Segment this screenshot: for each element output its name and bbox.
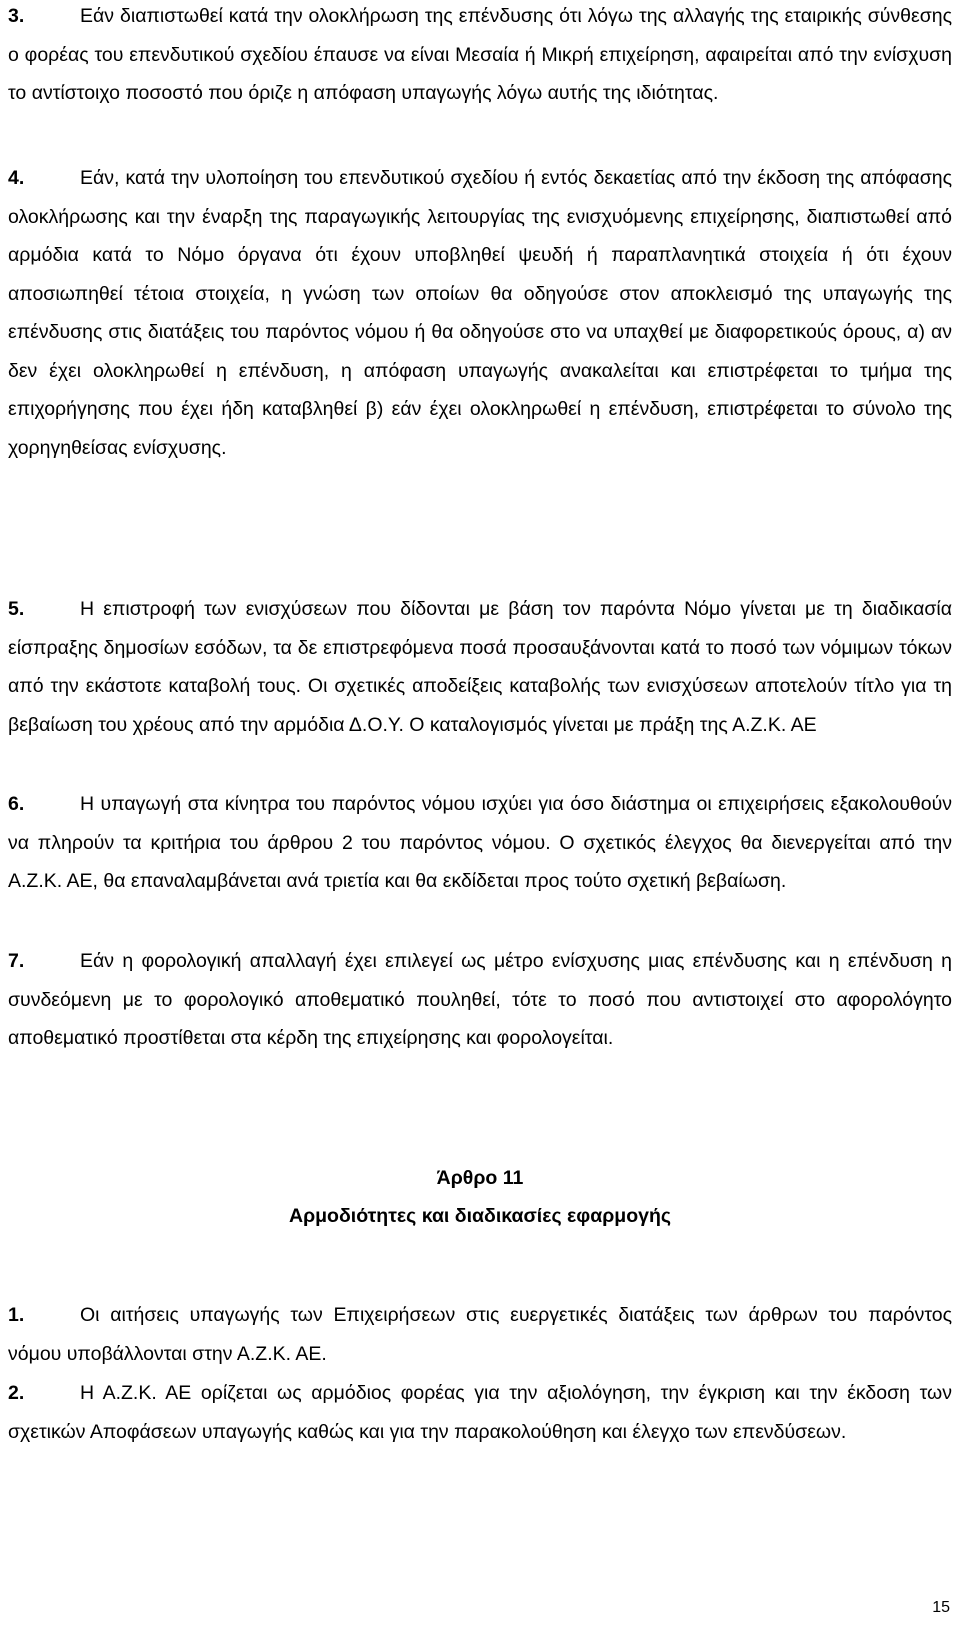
paragraph-text: Η υπαγωγή στα κίνητρα του παρόντος νόμου ισχύει για όσο διάστημα οι επιχειρήσεις εξακολουθούν να πληρούν τα κριτήρια του άρθρου 2 του παρόντος νόμου. Ο σχετικός έλεγχος θα διενεργείται από την Α.Ζ.Κ. ΑΕ, θα επαναλαμβάνεται ανά τριετία και θα εκδίδεται προς τούτο σχετική βεβαίωση. [8,793,952,892]
paragraph-6 [8,785,952,901]
paragraph-number: 2. [8,1382,25,1404]
paragraph-text: Η Α.Ζ.Κ. ΑΕ ορίζεται ως αρμόδιος φορέας για την αξιολόγηση, την έγκριση και την έκδοση των σχετικών Αποφάσεων υπαγωγής καθώς και για την παρακολούθηση και έλεγχο των επενδύσεων. [8,1382,952,1443]
paragraph-5 [8,590,952,744]
paragraph-number: 7. [8,950,25,972]
paragraph-text: Η επιστροφή των ενισχύσεων που δίδονται με βάση τον παρόντα Νόμο γίνεται με τη διαδικασία είσπραξης δημοσίων εσόδων, τα δε επιστρεφόμενα ποσά προσαυξάνονται κατά το ποσό των νόμιμων τόκων από την εκάστοτε καταβολή τους. Οι σχετικές αποδείξεις καταβολής των ενισχύσεων αποτελούν τίτλο για τη βεβαίωση του χρέους από την αρμόδια Δ.Ο.Υ. Ο καταλογισμός γίνεται με πράξη της Α.Ζ.Κ. ΑΕ [8,598,952,736]
article-paragraph-1 [8,1296,952,1373]
article-title: Άρθρο 11 [436,1167,524,1189]
paragraph-3 [8,0,952,113]
paragraph-number: 3. [8,5,25,27]
article-paragraph-2 [8,1374,952,1451]
paragraph-7 [8,942,952,1058]
paragraph-number: 5. [8,598,25,620]
paragraph-text: Εάν η φορολογική απαλλαγή έχει επιλεγεί ως μέτρο ενίσχυσης μιας επένδυσης και η επένδυση η συνδεόμενη με το φορολογικό αποθεματικό πουληθεί, τότε το ποσό που αντιστοιχεί στο αφορολόγητο αποθεματικό προστίθεται στα κέρδη της επιχείρησης και φορολογείται. [8,950,952,1049]
paragraph-text: Εάν, κατά την υλοποίηση του επενδυτικού σχεδίου ή εντός δεκαετίας από την έκδοση της απόφασης ολοκλήρωσης και την έναρξη της παραγωγικής λειτουργίας της ενισχυόμενης επιχείρησης, διαπιστωθεί από αρμόδια κατά το Νόμο όργανα ότι έχουν υποβληθεί ψευδή ή παραπλανητικά στοιχεία ή ότι έχουν αποσιωπηθεί τέτοια στοιχεία, η γνώση των οποίων θα οδηγούσε στον αποκλεισμό της υπαγωγής της επένδυσης στις διατάξεις του παρόντος νόμου ή θα οδηγούσε στο να υπαχθεί με διαφορετικούς όρους, α) αν δεν έχει ολοκληρωθεί η επένδυση, η απόφαση υπαγωγής ανακαλείται και επιστρέφεται το τμήμα της επιχορήγησης που έχει ήδη καταβληθεί β) εάν έχει ολοκληρωθεί η επένδυση, επιστρέφεται το σύνολο της χορηγηθείσας ενίσχυσης. [8,167,952,459]
page-number: 15 [932,1599,950,1616]
paragraph-number: 4. [8,167,25,189]
paragraph-text: Οι αιτήσεις υπαγωγής των Επιχειρήσεων στις ευεργετικές διατάξεις των άρθρων του παρόντος νόμου υποβάλλονται στην Α.Ζ.Κ. ΑΕ. [8,1304,952,1365]
paragraph-number: 6. [8,793,25,815]
paragraph-number: 1. [8,1304,25,1326]
article-subtitle: Αρμοδιότητες και διαδικασίες εφαρμογής [288,1205,672,1227]
paragraph-4 [8,159,952,467]
paragraph-text: Εάν διαπιστωθεί κατά την ολοκλήρωση της επένδυσης ότι λόγω της αλλαγής της εταιρικής σύνθεσης ο φορέας του επενδυτικού σχεδίου έπαυσε να είναι Μεσαία ή Μικρή επιχείρηση, αφαιρείται από την ενίσχυση το αντίστοιχο ποσοστό που όριζε η απόφαση υπαγωγής λόγω αυτής της ιδιότητας. [8,5,952,104]
